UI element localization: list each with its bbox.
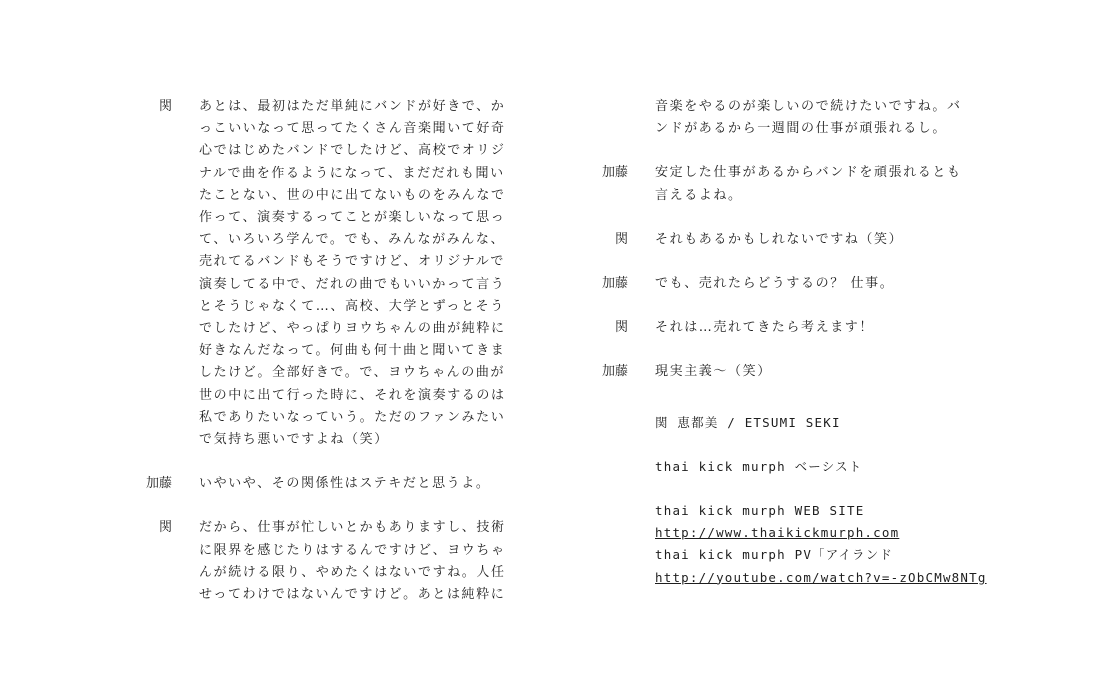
text-line: に限界を感じたりはするんですけど、ヨウちゃ: [199, 542, 506, 558]
text-line: いやいや、その関係性はステキだと思うよ。: [199, 476, 491, 492]
dialogue-entry: [130, 473, 510, 495]
text-line: て、いろいろ学んで。でも、みんながみんな、: [199, 232, 506, 248]
text-line: したけど。全部好きで。で、ヨウちゃんの曲が: [199, 365, 506, 381]
text-line: 売れてるバンドもそうですけど、オリジナルで: [199, 254, 505, 270]
dialogue-entry: [586, 317, 966, 339]
text-line: 私でありたいなっていう。ただのファンみたい: [199, 409, 506, 425]
profile-block: [655, 412, 987, 589]
speaker-name: 関: [614, 231, 628, 247]
dialogue-text: [655, 229, 965, 251]
speaker-name: 加藤: [601, 276, 628, 292]
dialogue-text: [199, 473, 509, 495]
text-line: 作って、演奏するってことが楽しいなって思っ: [199, 210, 506, 226]
text-line: とそうじゃなくて…、高校、大学とずっとそう: [199, 298, 505, 314]
speaker-name: 関: [614, 320, 628, 336]
speaker-name: 加藤: [601, 165, 628, 181]
speaker-name: 加藤: [601, 364, 628, 380]
pv-link[interactable]: http://youtube.com/watch?v=-zObCMw8NTg: [655, 569, 987, 585]
speaker-name: 関: [158, 520, 172, 536]
text-line: でも、売れたらどうするの？ 仕事。: [655, 276, 895, 292]
speaker-name: 加藤: [145, 476, 172, 492]
dialogue-entry: [586, 273, 966, 295]
text-line: 音楽をやるのが楽しいので続けたいですね。バ: [655, 99, 962, 114]
text-line: 演奏してる中で、だれの曲でもいいかって言う: [199, 276, 506, 292]
text-line: ンドがあるから一週間の仕事が頑張れるし。: [655, 121, 948, 137]
text-line: だから、仕事が忙しいとかもありますし、技術: [199, 520, 506, 536]
text-line: それもあるかもしれないですね（笑）: [655, 231, 904, 247]
text-line: んが続ける限り、やめたくはないですね。人任: [199, 564, 506, 580]
speaker-name: 関: [158, 99, 172, 114]
text-line: っこいいなって思ってたくさん音楽聞いて好奇: [199, 121, 506, 137]
right-column: [586, 96, 987, 589]
website-link[interactable]: http://www.thaikickmurph.com: [655, 525, 900, 541]
dialogue-entry: [586, 229, 966, 251]
text-line: 現実主義～（笑）: [655, 364, 772, 380]
text-line: 世の中に出て行った時に、それを演奏するのは: [199, 387, 506, 403]
dialogue-text: [655, 273, 965, 295]
dialogue-entry: [586, 96, 966, 140]
dialogue-entry: [130, 96, 510, 451]
profile-name: 関 恵都美 / ETSUMI SEKI: [655, 414, 841, 430]
dialogue-text: [199, 517, 509, 606]
dialogue-text: [655, 361, 965, 383]
dialogue-text: [655, 317, 965, 339]
text-line: で気持ち悪いですよね（笑）: [199, 432, 389, 448]
dialogue-text: [655, 96, 965, 140]
text-line: でしたけど、やっぱりヨウちゃんの曲が純粋に: [199, 321, 506, 337]
text-line: ナルで曲を作るようになって、まだだれも聞い: [199, 165, 505, 181]
text-line: 心ではじめたバンドでしたけど、高校でオリジ: [199, 143, 506, 159]
dialogue-text: [199, 96, 509, 451]
text-line: あとは、最初はただ単純にバンドが好きで、か: [199, 99, 506, 114]
text-line: 言えるよね。: [655, 187, 743, 203]
text-line: せってわけではないんですけど。あとは純粋に: [199, 587, 506, 603]
dialogue-text: [655, 162, 965, 206]
left-column: [130, 96, 510, 628]
profile-role: thai kick murph ベーシスト: [655, 458, 863, 474]
dialogue-entry: [586, 361, 966, 383]
pv-label: thai kick murph PV「アイランド: [655, 547, 894, 563]
website-label: thai kick murph WEB SITE: [655, 503, 865, 519]
text-line: 安定した仕事があるからバンドを頑張れるとも: [655, 165, 962, 181]
dialogue-entry: [130, 517, 510, 606]
text-line: たことない、世の中に出てないものをみんなで: [199, 187, 506, 203]
text-line: それは…売れてきたら考えます！: [655, 320, 875, 336]
text-line: 好きなんだなって。何曲も何十曲と聞いてきま: [199, 343, 506, 359]
dialogue-entry: [586, 162, 966, 206]
